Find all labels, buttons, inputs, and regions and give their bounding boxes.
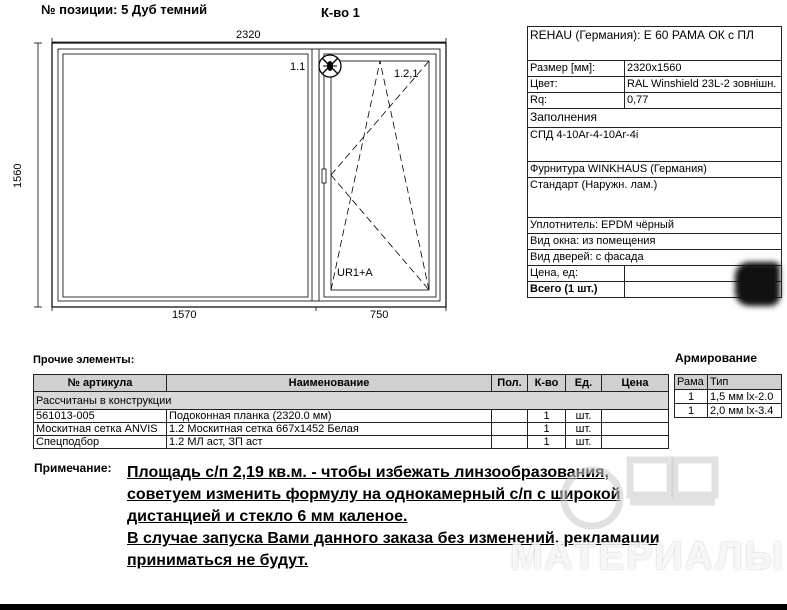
cell-frame: 1: [675, 390, 708, 404]
col-qty: К-во: [528, 375, 566, 392]
window-view-label: Вид окна: из помещения: [528, 234, 782, 250]
cell-unit: шт.: [566, 436, 602, 449]
cell-article: Спецподбор: [34, 436, 167, 449]
col-article: № артикула: [34, 375, 167, 392]
cell-pos: [492, 410, 528, 423]
cell-unit: шт.: [566, 410, 602, 423]
note-line: приниматься не будут.: [127, 552, 309, 569]
redaction-blob: [735, 262, 780, 306]
cell-name: 1.2 МЛ аст, ЗП аст: [167, 436, 492, 449]
col-unit: Ед.: [566, 375, 602, 392]
cell-pos: [492, 423, 528, 436]
spec-row-label: Цвет:: [528, 77, 625, 93]
spec-row: [528, 77, 782, 93]
fill-heading: Заполнения: [528, 109, 782, 128]
reinforcement-table: [674, 374, 782, 418]
cell-name: Подоконная планка (2320.0 мм): [167, 410, 492, 423]
fill-value: СПД 4-10Ar-4-10Ar-4i: [528, 128, 782, 162]
cell-type: 2,0 мм lx-3.4: [708, 404, 782, 418]
width-left-label: 1570: [172, 309, 197, 321]
cell-unit: шт.: [566, 423, 602, 436]
watermark-text: МАТЕРИАЛЫ: [510, 535, 785, 578]
parts-table: [33, 374, 669, 449]
hardware-type: Стандарт (Наружн. лам.): [528, 178, 782, 218]
spec-title: REHAU (Германия): Е 60 РАМА ОК с ПЛ: [528, 27, 782, 61]
spec-row-value: 0,77: [625, 93, 782, 109]
col-type: Тип: [708, 375, 782, 390]
mosquito-net-icon: [317, 53, 343, 79]
door-view-label: Вид дверей: с фасада: [528, 250, 782, 266]
table-row: [675, 404, 782, 418]
sash-2-label: 1.2,1: [394, 68, 419, 80]
col-pos: Пол.: [492, 375, 528, 392]
others-label: Прочие элементы:: [33, 354, 135, 366]
spec-row: [528, 93, 782, 109]
cell-name: 1.2 Москитная сетка 667x1452 Белая: [167, 423, 492, 436]
cell-qty: 1: [528, 410, 566, 423]
col-frame: Рама: [675, 375, 708, 390]
spec-row-label: Размер [мм]:: [528, 61, 625, 77]
total-label: Всего (1 шт.): [528, 282, 625, 298]
cell-qty: 1: [528, 423, 566, 436]
opening-type-label: UR1+A: [337, 267, 373, 279]
spec-row-label: Rq:: [528, 93, 625, 109]
note-line: В случае запуска Вами данного заказа без изменений, рекламации: [127, 530, 660, 547]
hardware-label: Фурнитура WINKHAUS (Германия): [528, 162, 782, 178]
spec-row-value: 2320x1560: [625, 61, 782, 77]
table-row: [34, 410, 669, 423]
cell-price: [602, 410, 669, 423]
spec-table: [527, 26, 782, 298]
group-row: Рассчитаны в конструкции: [34, 392, 669, 410]
note-label: Примечание:: [34, 461, 112, 475]
cell-article: 561013-005: [34, 410, 167, 423]
spec-row: [528, 61, 782, 77]
spec-row-value: RAL Winshield 23L-2 зовнішн.: [625, 77, 782, 93]
cell-type: 1,5 мм lx-2.0: [708, 390, 782, 404]
table-row: [34, 423, 669, 436]
price-label: Цена, ед:: [528, 266, 625, 282]
height-total-label: 1560: [12, 163, 24, 188]
quantity-title: К-во 1: [321, 5, 360, 20]
cell-pos: [492, 436, 528, 449]
cell-article: Москитная сетка ANVIS: [34, 423, 167, 436]
sash-1-label: 1.1: [290, 61, 306, 73]
table-row: [675, 390, 782, 404]
cell-frame: 1: [675, 404, 708, 418]
note-line: советуем изменить формулу на однокамерный с/п с широкой: [127, 486, 621, 503]
reinforcement-label: Армирование: [675, 351, 757, 365]
seal-label: Уплотнитель: EPDM чёрный: [528, 218, 782, 234]
width-total-label: 2320: [236, 29, 261, 41]
cell-qty: 1: [528, 436, 566, 449]
watermark-logo: [550, 440, 720, 535]
cell-price: [602, 423, 669, 436]
col-name: Наименование: [167, 375, 492, 392]
window-drawing: [0, 0, 527, 330]
col-price: Цена: [602, 375, 669, 392]
note-line: Площадь с/п 2,19 кв.м. - чтобы избежать линзообразования,: [127, 464, 609, 481]
note-line: дистанцией и стекло 6 мм каленое.: [127, 508, 408, 525]
width-right-label: 750: [370, 309, 389, 321]
position-title: № позиции: 5 Дуб темний: [41, 2, 208, 17]
